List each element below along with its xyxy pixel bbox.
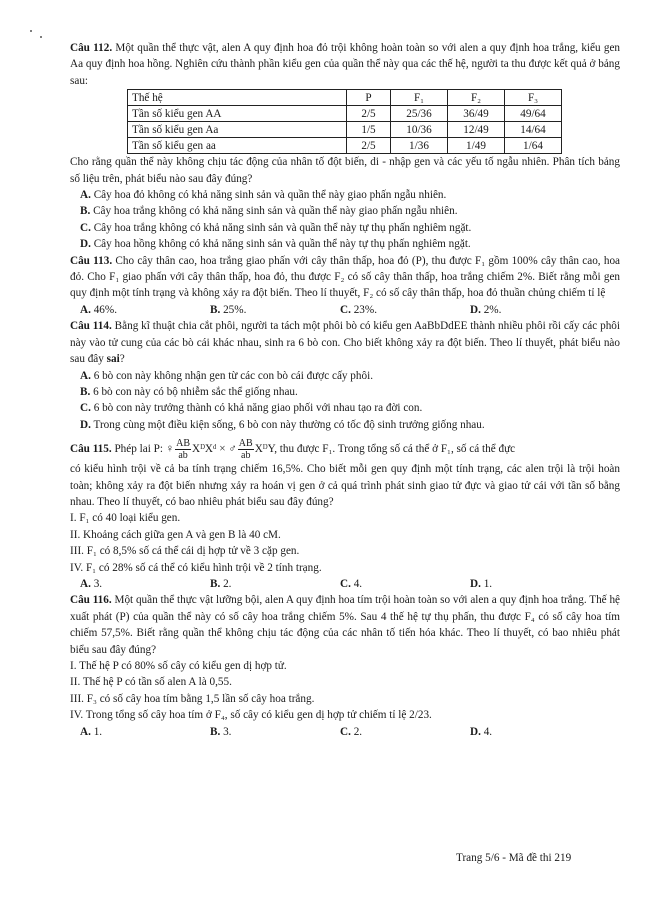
table-cell: 1/36: [391, 138, 448, 154]
table-header: P: [347, 90, 391, 106]
option-key: C.: [80, 402, 91, 415]
q114-body: Bằng kĩ thuật chia cắt phôi, người ta tách một phôi bò có kiểu gen AaBbDdEE thành nhiều phôi rồi cấy các phôi này vào tử cung của các bò cái khác nhau, sinh ra 6 bò con. Cho biết không xảy ra đột biến. Theo lí thuyết, phát biểu nào sau đây: [70, 320, 621, 366]
q116-body: Một quần thể thực vật lưỡng bội, alen A quy định hoa tím trội hoàn toàn so với alen a quy định hoa trắng. Thế hệ xuất phát (P) của quần thể này có số cây hoa trắng chiếm 5%. Sau 4 thế hệ tự thụ phấn, thu được F₄ có số cây hoa tím chiếm 57,5%. Biết rằng quần thể không chịu tác động của các nhân tố tiến hóa khác. Theo lí thuyết, có bao nhiêu phát biểu sau đây đúng?: [70, 594, 620, 656]
table-cell: 2/5: [347, 138, 391, 154]
answer-a: A. 1.: [80, 725, 103, 738]
answer-a: A. 46%.: [80, 303, 117, 316]
table-cell: Tần số kiểu gen aa: [128, 138, 347, 154]
table-cell: 12/49: [448, 122, 505, 138]
answer-d: D. 1.: [470, 577, 493, 590]
answer-d: D. 2%.: [470, 303, 502, 316]
q114-option-b: [70, 384, 620, 400]
table-cell: 14/64: [505, 122, 562, 138]
option-key: B.: [80, 205, 91, 218]
q115-text: có kiểu hình trội về cả ba tính trạng chiếm 16,5%. Cho biết mỗi gen quy định một tính trạng, các alen trội là trội hoàn toàn; không xảy ra đột biến nhưng xảy ra hoán vị gen ở cả quá trình phát sinh giao tử đực và giao tử cái với tần số bằng nhau. Theo lí thuyết, có bao nhiêu phát biểu sau đây đúng?: [70, 463, 620, 508]
answer-c: C. 2.: [340, 725, 363, 738]
table-cell: 36/49: [448, 106, 505, 122]
q116-answers: [70, 724, 620, 740]
q115-male-x: XᴰY, thu được F₁. Trong tổng số cá thể ở F₁, số cá thể đực: [254, 443, 516, 456]
q112-option-b: [70, 203, 620, 219]
table-row: [128, 122, 562, 138]
table-header: F₃: [505, 90, 562, 106]
q116-statement: III. F₃ có số cây hoa tím bằng 1,5 lần số cây hoa trắng.: [70, 692, 315, 705]
option-key: D.: [80, 418, 91, 431]
q115-statement: IV. F₁ có 28% số cá thể có kiểu hình trội về 2 tính trạng.: [70, 561, 322, 574]
q113-title: Câu 113.: [70, 254, 113, 267]
q116-statement: IV. Trong tổng số cây hoa tím ở F₄, số cây có kiểu gen dị hợp tử chiếm tỉ lệ 2/23.: [70, 709, 432, 722]
answer-b: B. 3.: [210, 725, 232, 738]
table-cell: 10/36: [391, 122, 448, 138]
option-text: 6 bò con này không nhận gen từ các con bò cái được cấy phôi.: [93, 369, 373, 382]
table-header-row: [128, 90, 562, 106]
option-text: Cây hoa đỏ không có khả năng sinh sản và quần thể này giao phấn ngẫu nhiên.: [93, 189, 447, 202]
option-key: D.: [80, 238, 91, 251]
option-text: 6 bò con này có bộ nhiễm sắc thể giống nhau.: [93, 385, 298, 398]
q114-emphasis: sai: [106, 353, 120, 366]
answer-d: D. 4.: [470, 725, 493, 738]
genotype-fraction: $\frac{AB}{ab}$: [176, 438, 191, 462]
q114-text: [70, 318, 620, 367]
scan-speck: [40, 36, 42, 38]
q116-text: [70, 592, 620, 658]
q115-statement: III. F₁ có 8,5% số cá thể cái dị hợp tử về 3 cặp gen.: [70, 545, 300, 558]
option-text: Cây hoa trắng không có khả năng sinh sản và quần thể này tự thụ phấn nghiêm ngặt.: [93, 221, 472, 234]
q116-statement: I. Thế hệ P có 80% số cây có kiểu gen dị hợp tử.: [70, 660, 287, 672]
answer-a: A. 3.: [80, 577, 103, 590]
table-row: [128, 106, 562, 122]
table-cell: 25/36: [391, 106, 448, 122]
q115-answers: [70, 576, 620, 592]
table-cell: 1/49: [448, 138, 505, 154]
q115-female-x: XᴰXᵈ × ♂: [192, 443, 237, 456]
genotype-table: [127, 89, 562, 154]
q116-title: Câu 116.: [70, 594, 112, 607]
q114-option-d: [70, 417, 620, 433]
answer-c: C. 4.: [340, 577, 363, 590]
q112-option-c: [70, 220, 620, 236]
table-header: Thế hệ: [128, 90, 347, 106]
table-cell: Tần số kiểu gen Aa: [128, 122, 347, 138]
option-text: Cây hoa hồng không có khả năng sinh sản và quần thể này tự thụ phấn nghiêm ngặt.: [93, 238, 471, 251]
answer-b: B. 25%.: [210, 303, 247, 316]
q115-cross-prefix: Phép lai P: ♀: [114, 443, 175, 456]
option-key: A.: [80, 369, 91, 382]
q115-statement: I. F₁ có 40 loại kiểu gen.: [70, 512, 181, 525]
q115-cross: [70, 437, 620, 461]
answer-c: C. 23%.: [340, 303, 377, 316]
q112-intro-text: Một quần thể thực vật, alen A quy định hoa đỏ trội không hoàn toàn so với alen a quy định hoa trắng, kiểu gen Aa quy định hoa hồng. Nghiên cứu thành phần kiểu gen của quần thể này qua các thế hệ, người ta thu được kết quả ở bảng sau:: [70, 42, 621, 87]
option-key: C.: [80, 221, 91, 234]
option-text: Trong cùng một điều kiện sống, 6 bò con này thường có tốc độ sinh trưởng giống nhau.: [93, 418, 485, 431]
q115-title: Câu 115.: [70, 443, 112, 456]
q112-intro: [70, 40, 620, 89]
table-header: F₁: [391, 90, 448, 106]
q114-option-a: [70, 368, 620, 384]
genotype-fraction: $\frac{AB}{ab}$: [238, 438, 253, 462]
table-cell: Tần số kiểu gen AA: [128, 106, 347, 122]
q113-text: [70, 253, 620, 302]
q114-title: Câu 114.: [70, 320, 112, 333]
q115-statement: II. Khoảng cách giữa gen A và gen B là 40 cM.: [70, 528, 281, 541]
table-header: F₂: [448, 90, 505, 106]
option-key: B.: [80, 385, 91, 398]
q114-end: ?: [119, 353, 125, 366]
option-key: A.: [80, 189, 91, 202]
q113-answers: [70, 302, 620, 318]
q112-question: Cho rằng quần thể này không chịu tác động của nhân tố đột biến, di - nhập gen và các yếu tố ngẫu nhiên. Phân tích bảng số liệu trên, phát biểu nào sau đây đúng?: [70, 156, 620, 185]
table-cell: 2/5: [347, 106, 391, 122]
table-cell: 1/64: [505, 138, 562, 154]
q112-option-a: [70, 187, 620, 203]
option-text: Cây hoa trắng không có khả năng sinh sản và quần thể này giao phấn ngẫu nhiên.: [93, 205, 458, 218]
answer-b: B. 2.: [210, 577, 232, 590]
table-cell: 1/5: [347, 122, 391, 138]
q112-option-d: [70, 236, 620, 252]
q112-title: Câu 112.: [70, 42, 113, 54]
option-text: 6 bò con này trưởng thành có khả năng giao phối với nhau tạo ra đời con.: [93, 402, 423, 415]
page-footer: Trang 5/6 - Mã đề thi 219: [456, 852, 572, 864]
exam-page: [70, 40, 620, 740]
q113-body: Cho cây thân cao, hoa trắng giao phấn với cây thân thấp, hoa đỏ (P), thu được F₁ gồm 100% cây thân cao, hoa đỏ. Cho F₁ giao phấn với cây thân thấp, hoa đỏ, thu được F₂ có số cây thân thấp, hoa trắng chiếm 2%. Biết rằng mỗi gen quy định một tính trạng và không xảy ra đột biến. Theo lí thuyết, F₂ có số cây thân thấp, hoa đỏ thuần chủng chiếm tỉ lệ: [70, 254, 621, 300]
table-cell: 49/64: [505, 106, 562, 122]
scan-speck: [30, 30, 32, 32]
table-row: [128, 138, 562, 154]
q114-option-c: [70, 400, 620, 416]
q116-statement: II. Thế hệ P có tần số alen A là 0,55.: [70, 676, 232, 689]
